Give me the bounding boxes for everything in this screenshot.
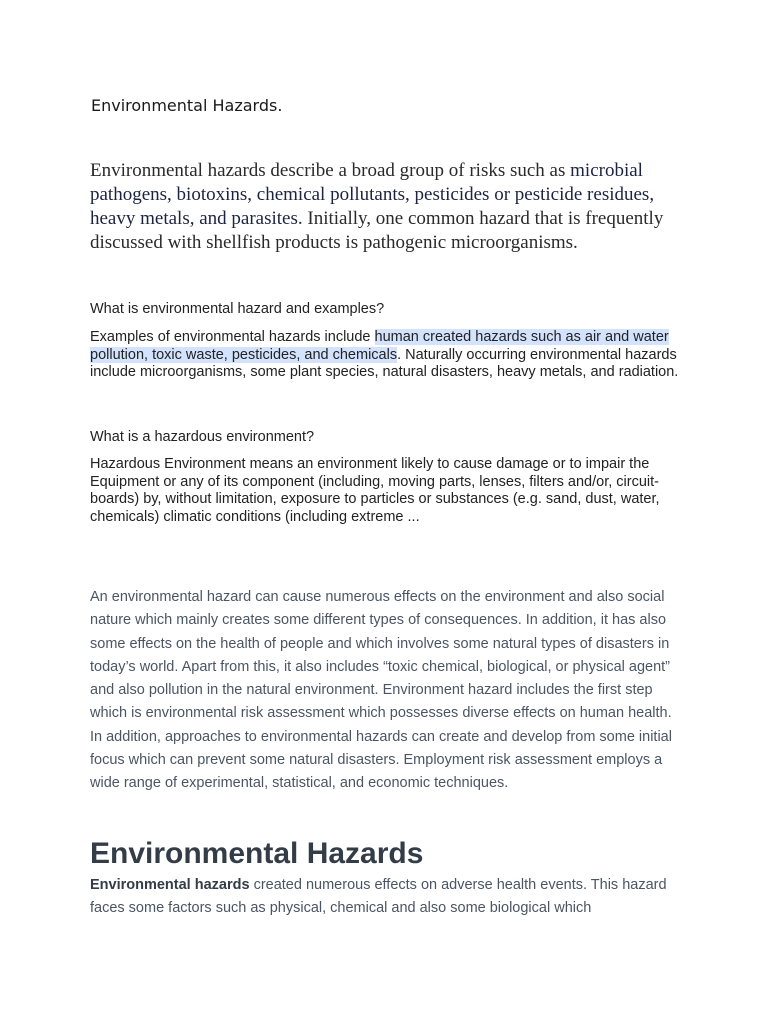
answer-text-end: . Naturally occurring environmental hazards include microorganisms, some plant species, natural disasters, heavy metals, and radiation. (90, 346, 679, 381)
intro-paragraph (90, 159, 680, 255)
intro-text-end: . Initially, one common hazard that is frequently discussed with shellfish products is pathogenic microorganisms. (90, 208, 664, 253)
question-hazardous-environment: What is a hazardous environment? (90, 429, 315, 445)
section-lead-text: created numerous effects on adverse health events. This hazard faces some factors such as physical, chemical and also some biological which (90, 877, 667, 917)
answer-highlighted-text: human created hazards such as air and water pollution, toxic waste, pesticides, and chemicals (90, 329, 669, 363)
section-heading: Environmental Hazards (90, 837, 424, 870)
question-environmental-hazard: What is environmental hazard and examples? (90, 301, 385, 317)
intro-text-hazard-list: microbial pathogens, biotoxins, chemical pollutants, pesticides or pesticide residues, heavy metals, and parasites (90, 160, 655, 229)
section-lead-bold: Environmental hazards (90, 877, 250, 893)
answer-environmental-hazard (90, 329, 682, 382)
answer-text-start: Examples of environmental hazards include (90, 329, 375, 345)
answer-hazardous-environment: Hazardous Environment means an environment likely to cause damage or to impair the Equipment or any of its component (including, moving parts, lenses, filters and/or, circuit-boards) by, without limitation, exposure to particles or substances (e.g. sand, dust, water, chemicals) climatic conditions (including extreme ... (90, 456, 660, 526)
section-paragraph (90, 874, 680, 921)
body-paragraph: An environmental hazard can cause numerous effects on the environment and also social nature which mainly creates some different types of consequences. In addition, it has also some effects on the health of people and which involves some natural types of disasters in today’s world. Apart from this, it also includes “toxic chemical, biological, or physical agent” and also pollution in the natural environment. Environment hazard includes the first step which is environmental risk assessment which possesses diverse effects on human health. In addition, approaches to environmental hazards can create and develop from some initial focus which can prevent some natural disasters. Employment risk assessment employs a wide range of experimental, statistical, and economic techniques. (90, 589, 672, 792)
document-title: Environmental Hazards. (91, 96, 283, 115)
intro-text-start: Environmental hazards describe a broad group of risks such as (90, 160, 571, 181)
